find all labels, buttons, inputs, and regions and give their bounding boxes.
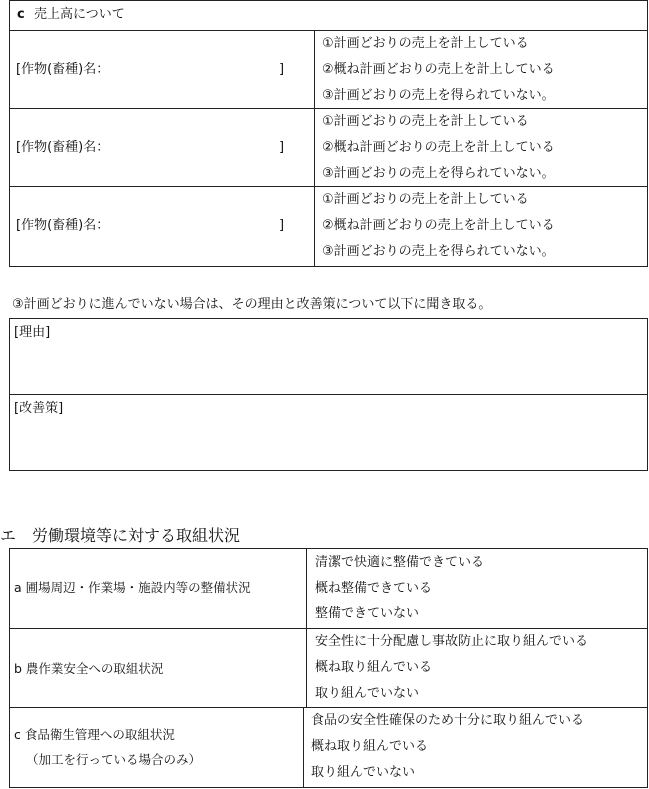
env-option-3: 取り組んでいない [315, 686, 420, 701]
env-row-c-label: c 食品衛生管理への取組状況 [14, 727, 175, 742]
env-row-a-label: a 圃場周辺・作業場・施設内等の整備状況 [14, 580, 251, 595]
interview-note: ③計画どおりに進んでいない場合は、その理由と改善策について以下に聞き取る。 [12, 297, 492, 312]
sales-option-3: ③計画どおりの売上を得られていない。 [322, 166, 555, 181]
section-c-label: c [17, 7, 25, 22]
row-divider [9, 707, 648, 708]
section-e-heading: エ 労働環境等に対する取組状況 [0, 526, 241, 545]
crop-name-label: [作物(畜種)名： [16, 62, 110, 77]
box-divider [9, 394, 648, 395]
sales-option-1: ①計画どおりの売上を計上している [322, 114, 529, 129]
sales-option-2: ②概ね計画どおりの売上を計上している [322, 218, 555, 233]
env-option-1: 食品の安全性確保のため十分に取り組んでいる [311, 713, 585, 728]
column-divider [303, 707, 304, 788]
sales-option-1: ①計画どおりの売上を計上している [322, 36, 529, 51]
crop-name-label: [作物(畜種)名： [16, 218, 110, 233]
column-divider [314, 30, 315, 267]
env-row-b-label: b 農作業安全への取組状況 [14, 661, 164, 676]
crop-name-close-bracket: ] [279, 218, 285, 233]
sales-option-2: ②概ね計画どおりの売上を計上している [322, 62, 555, 77]
sales-option-3: ③計画どおりの売上を得られていない。 [322, 88, 555, 103]
sales-option-1: ①計画どおりの売上を計上している [322, 192, 529, 207]
reason-label: [理由] [14, 325, 51, 340]
column-divider [306, 548, 307, 628]
env-option-3: 取り組んでいない [311, 765, 416, 780]
env-option-1: 安全性に十分配慮し事故防止に取り組んでいる [315, 634, 589, 649]
crop-name-close-bracket: ] [279, 140, 285, 155]
row-divider [9, 628, 648, 629]
env-option-1: 清潔で快適に整備できている [315, 555, 485, 570]
env-option-2: 概ね整備できている [315, 581, 433, 596]
env-option-2: 概ね取り組んでいる [311, 739, 429, 754]
crop-name-close-bracket: ] [279, 62, 285, 77]
section-c-title: 売上高について [34, 7, 125, 22]
improvement-label: [改善策] [14, 401, 64, 416]
env-option-2: 概ね取り組んでいる [315, 660, 433, 675]
row-divider [9, 30, 648, 31]
row-divider [9, 108, 648, 109]
sales-option-2: ②概ね計画どおりの売上を計上している [322, 140, 555, 155]
env-row-c-sublabel: （加工を行っている場合のみ） [26, 752, 202, 767]
env-option-3: 整備できていない [315, 606, 420, 621]
crop-name-label: [作物(畜種)名： [16, 140, 110, 155]
column-divider [306, 628, 307, 707]
row-divider [9, 186, 648, 187]
sales-option-3: ③計画どおりの売上を得られていない。 [322, 244, 555, 259]
